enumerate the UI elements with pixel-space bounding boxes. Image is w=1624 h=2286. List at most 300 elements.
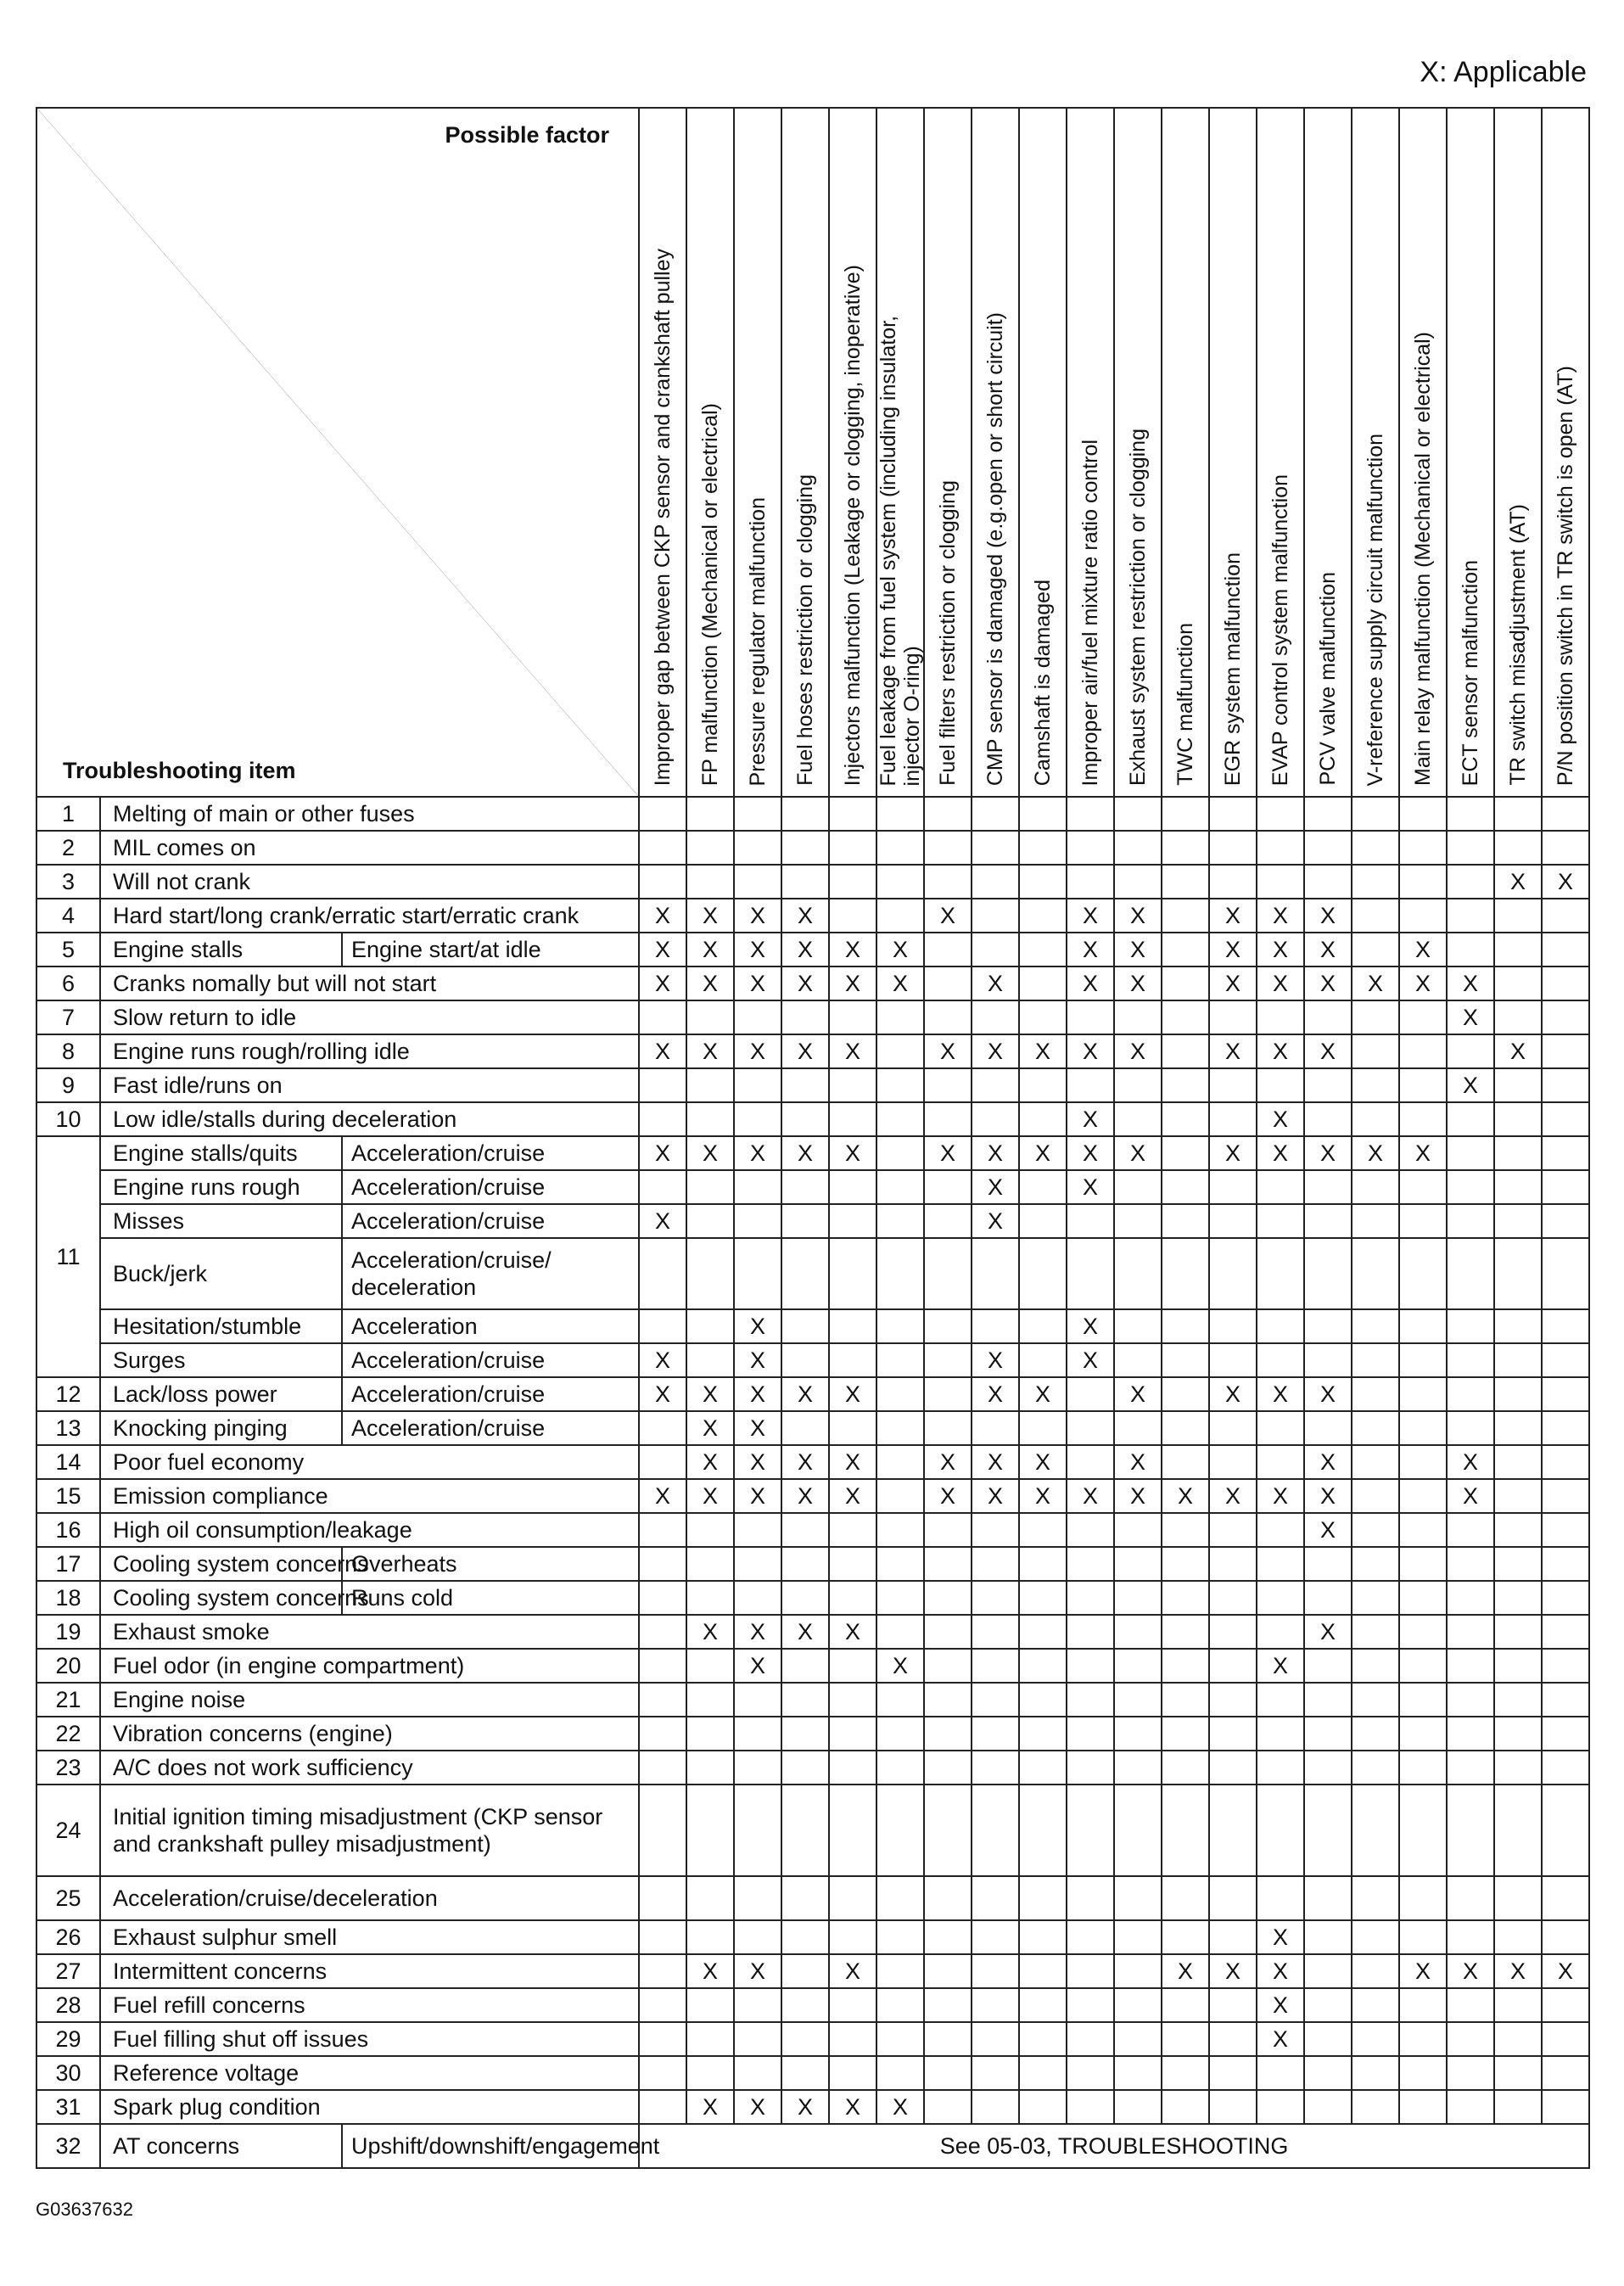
applicable-mark: X: [1067, 1309, 1114, 1343]
row-number: 32: [36, 2124, 100, 2168]
row-number: 28: [36, 1988, 100, 2022]
empty-cell: [1542, 1785, 1589, 1876]
empty-cell: [972, 1649, 1019, 1683]
row-number: 29: [36, 2022, 100, 2056]
empty-cell: [1067, 1547, 1114, 1581]
empty-cell: [924, 1238, 972, 1309]
applicable-mark: X: [1304, 1136, 1352, 1170]
empty-cell: [1352, 1068, 1399, 1102]
applicable-mark: X: [1257, 1954, 1304, 1988]
empty-cell: [924, 1954, 972, 1988]
troubleshooting-item: Hard start/long crank/erratic start/erratic crank: [100, 899, 639, 933]
table-row: [36, 1068, 1589, 1102]
empty-cell: [1019, 1954, 1067, 1988]
empty-cell: [1352, 1513, 1399, 1547]
empty-cell: [924, 967, 972, 1000]
factor-header: [1447, 108, 1494, 797]
empty-cell: [1494, 1343, 1542, 1377]
empty-cell: [1494, 1876, 1542, 1920]
empty-cell: [1399, 1581, 1447, 1615]
empty-cell: [686, 1068, 734, 1102]
empty-cell: [1209, 831, 1257, 865]
empty-cell: [1494, 1309, 1542, 1343]
applicable-mark: X: [829, 2090, 876, 2124]
empty-cell: [876, 1309, 924, 1343]
empty-cell: [1542, 1547, 1589, 1581]
empty-cell: [1447, 1170, 1494, 1204]
row-number: 31: [36, 2090, 100, 2124]
empty-cell: [1542, 2056, 1589, 2090]
empty-cell: [1257, 831, 1304, 865]
empty-cell: [1067, 1445, 1114, 1479]
item-condition: Acceleration/cruise/ deceleration: [342, 1238, 639, 1309]
empty-cell: [781, 1343, 829, 1377]
applicable-mark: X: [1257, 1136, 1304, 1170]
empty-cell: [1019, 1309, 1067, 1343]
applicable-mark: X: [1447, 1479, 1494, 1513]
table-row: [36, 1785, 1589, 1876]
empty-cell: [1447, 831, 1494, 865]
empty-cell: [734, 2056, 781, 2090]
empty-cell: [829, 1309, 876, 1343]
applicable-mark: X: [734, 1649, 781, 1683]
empty-cell: [1399, 1034, 1447, 1068]
row-number: 8: [36, 1034, 100, 1068]
table-row: [36, 1954, 1589, 1988]
empty-cell: [924, 1751, 972, 1785]
applicable-mark: X: [829, 967, 876, 1000]
empty-cell: [1352, 1170, 1399, 1204]
empty-cell: [1447, 1876, 1494, 1920]
empty-cell: [1019, 967, 1067, 1000]
empty-cell: [639, 1581, 686, 1615]
applicable-mark: X: [1114, 1445, 1162, 1479]
table-row: [36, 1136, 1589, 1170]
empty-cell: [1162, 1445, 1209, 1479]
empty-cell: [876, 1343, 924, 1377]
row-number: 15: [36, 1479, 100, 1513]
empty-cell: [1447, 2056, 1494, 2090]
empty-cell: [639, 1238, 686, 1309]
table-row: [36, 1343, 1589, 1377]
empty-cell: [1542, 1204, 1589, 1238]
empty-cell: [1019, 1411, 1067, 1445]
empty-cell: [1162, 831, 1209, 865]
empty-cell: [1494, 1649, 1542, 1683]
empty-cell: [639, 1717, 686, 1751]
empty-cell: [1257, 1751, 1304, 1785]
empty-cell: [639, 2090, 686, 2124]
applicable-mark: X: [734, 933, 781, 967]
empty-cell: [972, 1513, 1019, 1547]
empty-cell: [1114, 2022, 1162, 2056]
applicable-mark: X: [1209, 899, 1257, 933]
empty-cell: [1209, 1615, 1257, 1649]
empty-cell: [1257, 1683, 1304, 1717]
empty-cell: [1019, 1649, 1067, 1683]
empty-cell: [1399, 1479, 1447, 1513]
empty-cell: [734, 1170, 781, 1204]
empty-cell: [1447, 1683, 1494, 1717]
factor-header: [1542, 108, 1589, 797]
empty-cell: [686, 1649, 734, 1683]
empty-cell: [972, 1547, 1019, 1581]
empty-cell: [781, 1988, 829, 2022]
empty-cell: [1019, 1204, 1067, 1238]
factor-header: [781, 108, 829, 797]
empty-cell: [1304, 865, 1352, 899]
empty-cell: [1447, 933, 1494, 967]
factor-label: TWC malfunction: [1173, 623, 1198, 786]
row-number: 12: [36, 1377, 100, 1411]
empty-cell: [1114, 1238, 1162, 1309]
applicable-mark: X: [924, 1136, 972, 1170]
empty-cell: [876, 1547, 924, 1581]
empty-cell: [734, 1785, 781, 1876]
empty-cell: [972, 1876, 1019, 1920]
empty-cell: [1352, 1751, 1399, 1785]
empty-cell: [1162, 2056, 1209, 2090]
empty-cell: [639, 1309, 686, 1343]
empty-cell: [639, 2022, 686, 2056]
empty-cell: [1209, 1445, 1257, 1479]
applicable-mark: X: [639, 899, 686, 933]
table-row: [36, 1615, 1589, 1649]
empty-cell: [876, 1000, 924, 1034]
empty-cell: [1542, 1445, 1589, 1479]
empty-cell: [639, 1445, 686, 1479]
empty-cell: [1542, 1649, 1589, 1683]
troubleshooting-item: Vibration concerns (engine): [100, 1717, 639, 1751]
empty-cell: [1114, 1988, 1162, 2022]
empty-cell: [972, 797, 1019, 831]
empty-cell: [1399, 1920, 1447, 1954]
empty-cell: [781, 1102, 829, 1136]
empty-cell: [1257, 865, 1304, 899]
empty-cell: [972, 1920, 1019, 1954]
table-row: [36, 899, 1589, 933]
empty-cell: [1304, 2022, 1352, 2056]
applicable-mark: X: [1162, 1954, 1209, 1988]
factor-label: Improper air/fuel mixture ratio control: [1078, 439, 1103, 786]
empty-cell: [639, 1988, 686, 2022]
empty-cell: [1114, 2090, 1162, 2124]
applicable-mark: X: [639, 1136, 686, 1170]
applicable-mark: X: [1067, 967, 1114, 1000]
factor-label: Injectors malfunction (Leakage or clogging, inoperative): [841, 264, 865, 786]
empty-cell: [1542, 933, 1589, 967]
applicable-mark: X: [1114, 1034, 1162, 1068]
empty-cell: [876, 1954, 924, 1988]
applicable-mark: X: [1494, 1954, 1542, 1988]
applicable-mark: X: [1114, 933, 1162, 967]
troubleshooting-item: Exhaust sulphur smell: [100, 1920, 639, 1954]
empty-cell: [1114, 1309, 1162, 1343]
empty-cell: [734, 865, 781, 899]
row-number: 21: [36, 1683, 100, 1717]
factor-header: [1209, 108, 1257, 797]
empty-cell: [1257, 1876, 1304, 1920]
empty-cell: [1067, 1988, 1114, 2022]
empty-cell: [686, 1309, 734, 1343]
empty-cell: [1304, 1920, 1352, 1954]
empty-cell: [639, 1000, 686, 1034]
empty-cell: [1162, 1785, 1209, 1876]
applicable-mark: X: [734, 1445, 781, 1479]
table-row: [36, 1649, 1589, 1683]
empty-cell: [1447, 1513, 1494, 1547]
empty-cell: [639, 1547, 686, 1581]
empty-cell: [829, 1581, 876, 1615]
applicable-mark: X: [972, 1377, 1019, 1411]
factor-label: ECT sensor malfunction: [1459, 559, 1483, 786]
empty-cell: [734, 831, 781, 865]
factor-header: [1399, 108, 1447, 797]
empty-cell: [781, 1513, 829, 1547]
empty-cell: [1542, 1988, 1589, 2022]
applicable-mark: X: [686, 967, 734, 1000]
factor-label: FP malfunction (Mechanical or electrical): [698, 402, 723, 786]
empty-cell: [1114, 1068, 1162, 1102]
empty-cell: [639, 865, 686, 899]
applicable-mark: X: [686, 1479, 734, 1513]
empty-cell: [1114, 1683, 1162, 1717]
applicable-mark: X: [1399, 933, 1447, 967]
applicable-mark: X: [1494, 865, 1542, 899]
empty-cell: [686, 2056, 734, 2090]
empty-cell: [1304, 1988, 1352, 2022]
empty-cell: [686, 1000, 734, 1034]
empty-cell: [1399, 1238, 1447, 1309]
applicable-mark: X: [1304, 1513, 1352, 1547]
row-number: 19: [36, 1615, 100, 1649]
empty-cell: [1352, 899, 1399, 933]
table-row: [36, 831, 1589, 865]
empty-cell: [734, 1238, 781, 1309]
troubleshooting-item: Engine stalls: [100, 933, 342, 967]
empty-cell: [829, 1785, 876, 1876]
applicable-mark: X: [1447, 1068, 1494, 1102]
applicable-mark: X: [829, 1034, 876, 1068]
empty-cell: [1542, 1238, 1589, 1309]
empty-cell: [829, 899, 876, 933]
empty-cell: [1304, 1309, 1352, 1343]
empty-cell: [924, 1785, 972, 1876]
empty-cell: [1399, 865, 1447, 899]
applicable-mark: X: [781, 933, 829, 967]
empty-cell: [972, 2022, 1019, 2056]
empty-cell: [1257, 1615, 1304, 1649]
empty-cell: [1494, 1170, 1542, 1204]
applicable-mark: X: [972, 1445, 1019, 1479]
factor-label: Main relay malfunction (Mechanical or electrical): [1411, 332, 1436, 786]
empty-cell: [1019, 1876, 1067, 1920]
empty-cell: [1067, 1920, 1114, 1954]
applicable-mark: X: [686, 2090, 734, 2124]
empty-cell: [1447, 2090, 1494, 2124]
empty-cell: [1067, 1238, 1114, 1309]
empty-cell: [1257, 2056, 1304, 2090]
empty-cell: [1114, 865, 1162, 899]
empty-cell: [1209, 1876, 1257, 1920]
applicable-mark: X: [829, 1445, 876, 1479]
empty-cell: [1304, 1204, 1352, 1238]
empty-cell: [1304, 1102, 1352, 1136]
empty-cell: [829, 1547, 876, 1581]
applicable-mark: X: [781, 2090, 829, 2124]
empty-cell: [734, 1683, 781, 1717]
applicable-mark: X: [972, 1170, 1019, 1204]
empty-cell: [1447, 1547, 1494, 1581]
empty-cell: [1209, 1513, 1257, 1547]
table-row: [36, 2124, 1589, 2168]
empty-cell: [1209, 1717, 1257, 1751]
empty-cell: [1399, 2090, 1447, 2124]
factor-header: [924, 108, 972, 797]
empty-cell: [1304, 2056, 1352, 2090]
applicable-mark: X: [1209, 967, 1257, 1000]
empty-cell: [1447, 899, 1494, 933]
row-number: 2: [36, 831, 100, 865]
empty-cell: [1114, 831, 1162, 865]
empty-cell: [1209, 1204, 1257, 1238]
item-condition: Overheats: [342, 1547, 639, 1581]
troubleshooting-item: Will not crank: [100, 865, 639, 899]
empty-cell: [1067, 2090, 1114, 2124]
applicable-mark: X: [1114, 1377, 1162, 1411]
empty-cell: [734, 1920, 781, 1954]
empty-cell: [734, 1581, 781, 1615]
table-row: [36, 1581, 1589, 1615]
empty-cell: [972, 865, 1019, 899]
empty-cell: [734, 1068, 781, 1102]
empty-cell: [1494, 1751, 1542, 1785]
empty-cell: [781, 2056, 829, 2090]
factor-label: P/N position switch in TR switch is open (AT): [1554, 365, 1578, 786]
empty-cell: [1162, 1920, 1209, 1954]
applicable-mark: X: [734, 1136, 781, 1170]
empty-cell: [1162, 1343, 1209, 1377]
empty-cell: [686, 1785, 734, 1876]
empty-cell: [829, 1170, 876, 1204]
troubleshooting-item: Intermittent concerns: [100, 1954, 639, 1988]
empty-cell: [1114, 797, 1162, 831]
empty-cell: [1399, 1717, 1447, 1751]
applicable-mark: X: [829, 1954, 876, 1988]
empty-cell: [1209, 1000, 1257, 1034]
applicable-mark: X: [734, 1343, 781, 1377]
see-reference: See 05-03, TROUBLESHOOTING: [639, 2124, 1589, 2168]
empty-cell: [1257, 1411, 1304, 1445]
applicable-mark: X: [876, 1649, 924, 1683]
empty-cell: [829, 1068, 876, 1102]
empty-cell: [924, 1615, 972, 1649]
table-row: [36, 1513, 1589, 1547]
applicable-mark: X: [1304, 1445, 1352, 1479]
applicable-mark: X: [639, 1377, 686, 1411]
empty-cell: [1494, 1988, 1542, 2022]
empty-cell: [1352, 1988, 1399, 2022]
table-row: [36, 1377, 1589, 1411]
troubleshooting-item: Acceleration/cruise/deceleration: [100, 1876, 639, 1920]
empty-cell: [1209, 1068, 1257, 1102]
empty-cell: [781, 1876, 829, 1920]
empty-cell: [829, 831, 876, 865]
empty-cell: [1399, 1615, 1447, 1649]
applicable-mark: X: [734, 1309, 781, 1343]
empty-cell: [1399, 1000, 1447, 1034]
applicable-mark: X: [1114, 1136, 1162, 1170]
empty-cell: [1114, 1876, 1162, 1920]
empty-cell: [1257, 1170, 1304, 1204]
empty-cell: [1114, 1751, 1162, 1785]
empty-cell: [1162, 1615, 1209, 1649]
empty-cell: [1019, 2090, 1067, 2124]
empty-cell: [924, 2090, 972, 2124]
empty-cell: [1019, 1683, 1067, 1717]
empty-cell: [781, 865, 829, 899]
applicable-mark: X: [924, 1479, 972, 1513]
applicable-mark: X: [924, 1034, 972, 1068]
empty-cell: [1162, 1717, 1209, 1751]
possible-factor-label: Possible factor: [445, 122, 610, 148]
empty-cell: [1352, 1343, 1399, 1377]
troubleshooting-item: Spark plug condition: [100, 2090, 639, 2124]
empty-cell: [1447, 1615, 1494, 1649]
empty-cell: [1447, 1751, 1494, 1785]
applicable-mark: X: [1399, 967, 1447, 1000]
empty-cell: [1542, 1920, 1589, 1954]
empty-cell: [924, 1309, 972, 1343]
applicable-mark: X: [1257, 1034, 1304, 1068]
empty-cell: [1399, 1377, 1447, 1411]
applicable-mark: X: [1257, 2022, 1304, 2056]
empty-cell: [1209, 2022, 1257, 2056]
empty-cell: [924, 1717, 972, 1751]
applicable-mark: X: [876, 933, 924, 967]
empty-cell: [972, 899, 1019, 933]
applicable-mark: X: [1304, 1615, 1352, 1649]
table-row: [36, 1034, 1589, 1068]
factor-header: [686, 108, 734, 797]
applicable-mark: X: [829, 1479, 876, 1513]
empty-cell: [1114, 1547, 1162, 1581]
row-number: 1: [36, 797, 100, 831]
table-row: [36, 1204, 1589, 1238]
empty-cell: [1542, 1411, 1589, 1445]
table-row: [36, 1000, 1589, 1034]
applicable-mark: X: [1067, 1170, 1114, 1204]
empty-cell: [1447, 1649, 1494, 1683]
empty-cell: [1399, 1751, 1447, 1785]
empty-cell: [1399, 1649, 1447, 1683]
applicable-mark: X: [1399, 1954, 1447, 1988]
empty-cell: [734, 1751, 781, 1785]
empty-cell: [1162, 1000, 1209, 1034]
empty-cell: [1209, 1547, 1257, 1581]
empty-cell: [686, 1876, 734, 1920]
empty-cell: [1542, 797, 1589, 831]
empty-cell: [1114, 2056, 1162, 2090]
empty-cell: [1304, 1683, 1352, 1717]
empty-cell: [1352, 1238, 1399, 1309]
empty-cell: [924, 1988, 972, 2022]
empty-cell: [1162, 1238, 1209, 1309]
empty-cell: [1019, 1988, 1067, 2022]
empty-cell: [1019, 1920, 1067, 1954]
item-condition: Acceleration/cruise: [342, 1170, 639, 1204]
empty-cell: [1257, 1000, 1304, 1034]
